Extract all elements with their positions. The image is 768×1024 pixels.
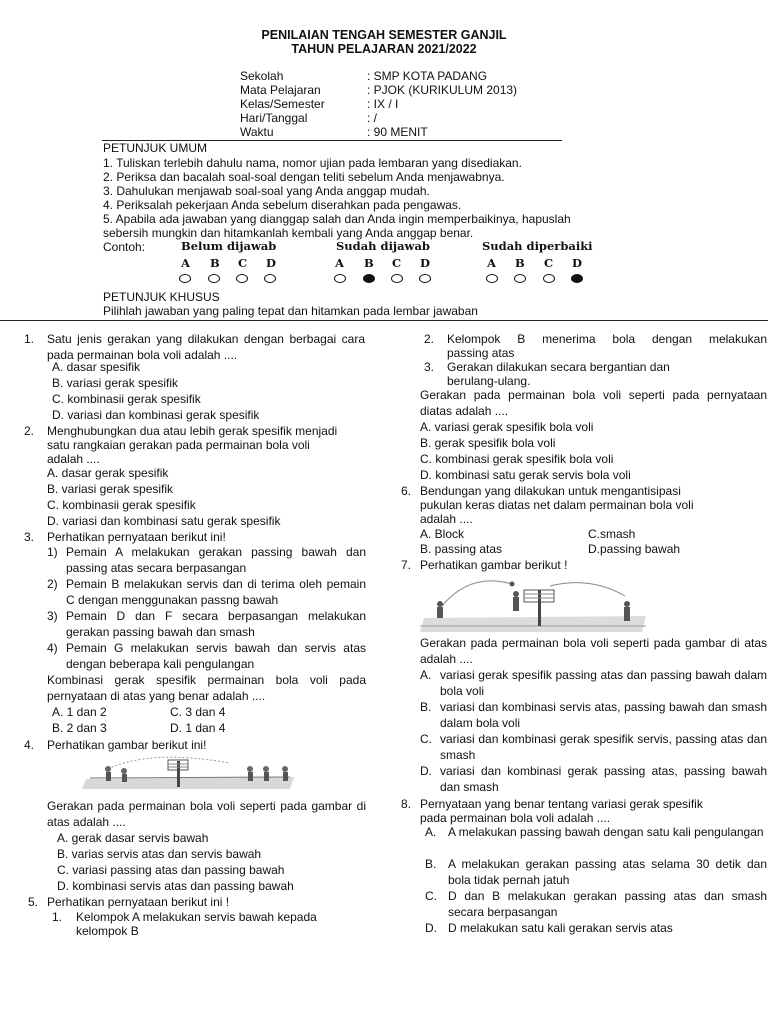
question-text: Satu jenis gerakan yang dilakukan dengan berbagai cara pada permainan bola voli adalah .... bbox=[47, 332, 365, 362]
answer-option: D. kombinasi satu gerak servis bola voli bbox=[420, 468, 631, 482]
question-text: Menghubungkan dua atau lebih gerak spesifik menjadi bbox=[47, 424, 338, 438]
example-letter: B bbox=[364, 256, 374, 270]
answer-option: B. passing atas bbox=[420, 542, 503, 556]
option-letter: A. bbox=[420, 668, 432, 682]
option-letter: B. bbox=[420, 700, 432, 714]
statement-number: 3) bbox=[47, 609, 58, 623]
example-letter: C bbox=[238, 256, 248, 270]
answer-option: A. 1 dan 2 bbox=[52, 705, 107, 719]
answer-bubble-filled bbox=[571, 274, 583, 283]
question-text: Pernyataan yang benar tentang variasi gerak spesifik bbox=[420, 797, 703, 811]
info-value-class: : IX / I bbox=[367, 97, 399, 111]
question-number: 3. bbox=[24, 530, 35, 544]
petunjuk-item: 3. Dahulukan menjawab soal-soal yang Anda anggap mudah. bbox=[103, 184, 430, 198]
answer-option: A. dasar spesifik bbox=[52, 360, 141, 374]
answer-option: B. gerak spesifik bola voli bbox=[420, 436, 556, 450]
answer-option: C. kombinasii gerak spesifik bbox=[47, 498, 196, 512]
answer-bubble bbox=[264, 274, 276, 283]
info-value-school: : SMP KOTA PADANG bbox=[367, 69, 488, 83]
volleyball-rally-illustration bbox=[420, 576, 650, 632]
info-value-subject: : PJOK (KURIKULUM 2013) bbox=[367, 83, 518, 97]
question-number: 4. bbox=[24, 738, 35, 752]
question-prompt: Gerakan pada permainan bola voli seperti pada gambar di atas adalah .... bbox=[47, 799, 366, 829]
example-letter: A bbox=[487, 256, 496, 270]
answer-option: D.passing bawah bbox=[588, 542, 681, 556]
question-prompt: Gerakan pada permainan bola voli seperti pada pernyataan diatas adalah .... bbox=[420, 388, 767, 418]
answer-option: B. variasi gerak spesifik bbox=[47, 482, 174, 496]
answer-bubble bbox=[208, 274, 220, 283]
answer-option: B. variasi gerak spesifik bbox=[52, 376, 179, 390]
answer-option: variasi gerak spesifik passing atas dan passing bawah dalam bola voli bbox=[440, 668, 767, 698]
answer-option: D dan B melakukan gerakan passing atas dan smash secara berpasangan bbox=[448, 889, 767, 919]
info-label-school: Sekolah bbox=[240, 69, 284, 83]
example-unanswered-label: Belum dijawab bbox=[181, 239, 277, 253]
statement-text: Kelompok B menerima bola dengan melakukan bbox=[447, 332, 767, 346]
option-letter: D. bbox=[425, 921, 437, 935]
answer-bubble bbox=[179, 274, 191, 283]
statement-text: passing atas bbox=[447, 346, 515, 360]
example-letter: A bbox=[181, 256, 190, 270]
example-letter: D bbox=[572, 256, 582, 270]
statement-number: 2. bbox=[424, 332, 435, 346]
question-number: 1. bbox=[24, 332, 35, 346]
statement-number: 4) bbox=[47, 641, 58, 655]
statement-text: kelompok B bbox=[76, 924, 139, 938]
answer-bubble bbox=[419, 274, 431, 283]
question-number: 7. bbox=[401, 558, 412, 572]
answer-option: A. variasi gerak spesifik bola voli bbox=[420, 420, 594, 434]
petunjuk-item: 4. Periksalah pekerjaan Anda sebelum diserahkan pada pengawas. bbox=[103, 198, 462, 212]
question-prompt: Gerakan pada permainan bola voli seperti pada gambar di atas adalah .... bbox=[420, 636, 767, 666]
statement-text: Kelompok A melakukan servis bawah kepada bbox=[76, 910, 317, 924]
answer-option: C. variasi passing atas dan passing bawah bbox=[57, 863, 285, 877]
question-text: Perhatikan pernyataan berikut ini! bbox=[47, 530, 226, 544]
answer-option: C. kombinasi gerak spesifik bola voli bbox=[420, 452, 614, 466]
example-letter: B bbox=[210, 256, 220, 270]
answer-bubble bbox=[486, 274, 498, 283]
statement-text: Pemain D dan F secara berpasangan melakukan gerakan passing bawah dan smash bbox=[66, 609, 366, 639]
info-label-subject: Mata Pelajaran bbox=[240, 83, 321, 97]
answer-bubble bbox=[334, 274, 346, 283]
petunjuk-khusus-heading: PETUNJUK KHUSUS bbox=[103, 290, 220, 304]
option-letter: C. bbox=[425, 889, 437, 903]
answer-bubble-filled bbox=[363, 274, 375, 283]
answer-bubble bbox=[236, 274, 248, 283]
answer-option: A melakukan passing bawah dengan satu kali pengulangan bbox=[448, 825, 764, 839]
example-letter: B bbox=[515, 256, 525, 270]
statement-number: 3. bbox=[424, 360, 435, 374]
answer-option: variasi dan kombinasi gerak passing atas, passing bawah dan smash bbox=[440, 764, 767, 794]
info-label-time: Waktu bbox=[240, 125, 274, 139]
petunjuk-khusus-text: Pilihlah jawaban yang paling tepat dan hitamkan pada lembar jawaban bbox=[103, 304, 478, 318]
question-number: 8. bbox=[401, 797, 412, 811]
statement-text: berulang-ulang. bbox=[447, 374, 531, 388]
example-letter: C bbox=[544, 256, 554, 270]
question-text: Perhatikan pernyataan berikut ini ! bbox=[47, 895, 230, 909]
question-text: adalah .... bbox=[420, 512, 473, 526]
answer-option: D. 1 dan 4 bbox=[170, 721, 226, 735]
option-letter: B. bbox=[425, 857, 437, 871]
option-letter: C. bbox=[420, 732, 432, 746]
answer-bubble bbox=[514, 274, 526, 283]
petunjuk-item: 1. Tuliskan terlebih dahulu nama, nomor ujian pada lembaran yang disediakan. bbox=[103, 156, 522, 170]
answer-option: A melakukan gerakan passing atas selama 30 detik dan bola tidak pernah jatuh bbox=[448, 857, 767, 887]
answer-option: variasi dan kombinasi servis atas, passing bawah dan smash dalam bola voli bbox=[440, 700, 767, 730]
example-answered-label: Sudah dijawab bbox=[336, 239, 430, 253]
answer-option: A. gerak dasar servis bawah bbox=[57, 831, 209, 845]
volleyball-serve-illustration bbox=[80, 755, 300, 791]
question-text: Perhatikan gambar berikut ini! bbox=[47, 738, 207, 752]
statement-text: Pemain A melakukan gerakan passing bawah dan passing atas secara berpasangan bbox=[66, 545, 366, 575]
answer-option: D. variasi dan kombinasi gerak spesifik bbox=[52, 408, 260, 422]
answer-option: B. 2 dan 3 bbox=[52, 721, 107, 735]
info-label-class: Kelas/Semester bbox=[240, 97, 325, 111]
example-corrected-label: Sudah diperbaiki bbox=[482, 239, 593, 253]
example-letter: C bbox=[392, 256, 402, 270]
petunjuk-item: sebersih mungkin dan hitamkanlah kembali yang Anda anggap benar. bbox=[103, 226, 474, 240]
statement-text: Pemain G melakukan servis bawah dan servis atas dengan beberapa kali pengulangan bbox=[66, 641, 366, 671]
petunjuk-item: 2. Periksa dan bacalah soal-soal dengan teliti sebelum Anda menjawabnya. bbox=[103, 170, 505, 184]
example-letter: D bbox=[266, 256, 276, 270]
statement-text: Gerakan dilakukan secara bergantian dan bbox=[447, 360, 670, 374]
statement-text: Pemain B melakukan servis dan di terima oleh pemain C dengan menggunakan passng bawah bbox=[66, 577, 366, 607]
statement-number: 1. bbox=[52, 910, 63, 924]
question-text: Perhatikan gambar berikut ! bbox=[420, 558, 568, 572]
question-text: pada permainan bola voli adalah .... bbox=[420, 811, 611, 825]
answer-option: C. kombinasii gerak spesifik bbox=[52, 392, 201, 406]
answer-option: D. variasi dan kombinasi satu gerak spesifik bbox=[47, 514, 281, 528]
petunjuk-umum-heading: PETUNJUK UMUM bbox=[103, 141, 207, 155]
answer-option: B. varias servis atas dan servis bawah bbox=[57, 847, 262, 861]
exam-title: PENILAIAN TENGAH SEMESTER GANJIL bbox=[261, 28, 507, 42]
answer-option: C. 3 dan 4 bbox=[170, 705, 226, 719]
example-letter: A bbox=[335, 256, 344, 270]
option-letter: D. bbox=[420, 764, 432, 778]
answer-bubble bbox=[391, 274, 403, 283]
question-number: 5. bbox=[28, 895, 39, 909]
question-text: adalah .... bbox=[47, 452, 100, 466]
answer-option: D. kombinasi servis atas dan passing bawah bbox=[57, 879, 294, 893]
petunjuk-item: 5. Apabila ada jawaban yang dianggap salah dan Anda ingin memperbaikinya, hapuslah bbox=[103, 212, 571, 226]
question-prompt: Kombinasi gerak spesifik permainan bola voli pada pernyataan di atas yang benar adalah .... bbox=[47, 673, 366, 703]
answer-option: variasi dan kombinasi gerak spesifik servis, passing atas dan smash bbox=[440, 732, 767, 762]
question-number: 6. bbox=[401, 484, 412, 498]
info-label-date: Hari/Tanggal bbox=[240, 111, 308, 125]
statement-number: 2) bbox=[47, 577, 58, 591]
contoh-label: Contoh: bbox=[103, 240, 146, 254]
exam-year: TAHUN PELAJARAN 2021/2022 bbox=[291, 42, 477, 56]
example-letter: D bbox=[420, 256, 430, 270]
option-letter: A. bbox=[425, 825, 437, 839]
question-text: Bendungan yang dilakukan untuk mengantisipasi bbox=[420, 484, 681, 498]
info-value-date: : / bbox=[367, 111, 378, 125]
question-text: satu rangkaian gerakan pada permainan bola voli bbox=[47, 438, 310, 452]
question-number: 2. bbox=[24, 424, 35, 438]
statement-number: 1) bbox=[47, 545, 58, 559]
answer-option: A. Block bbox=[420, 527, 465, 541]
question-text: pukulan keras diatas net dalam permainan bola voli bbox=[420, 498, 694, 512]
answer-bubble bbox=[543, 274, 555, 283]
answer-option: A. dasar gerak spesifik bbox=[47, 466, 169, 480]
answer-option: C.smash bbox=[588, 527, 636, 541]
section-divider bbox=[0, 320, 768, 321]
answer-option: D melakukan satu kali gerakan servis atas bbox=[448, 921, 673, 935]
info-value-time: : 90 MENIT bbox=[367, 125, 428, 139]
